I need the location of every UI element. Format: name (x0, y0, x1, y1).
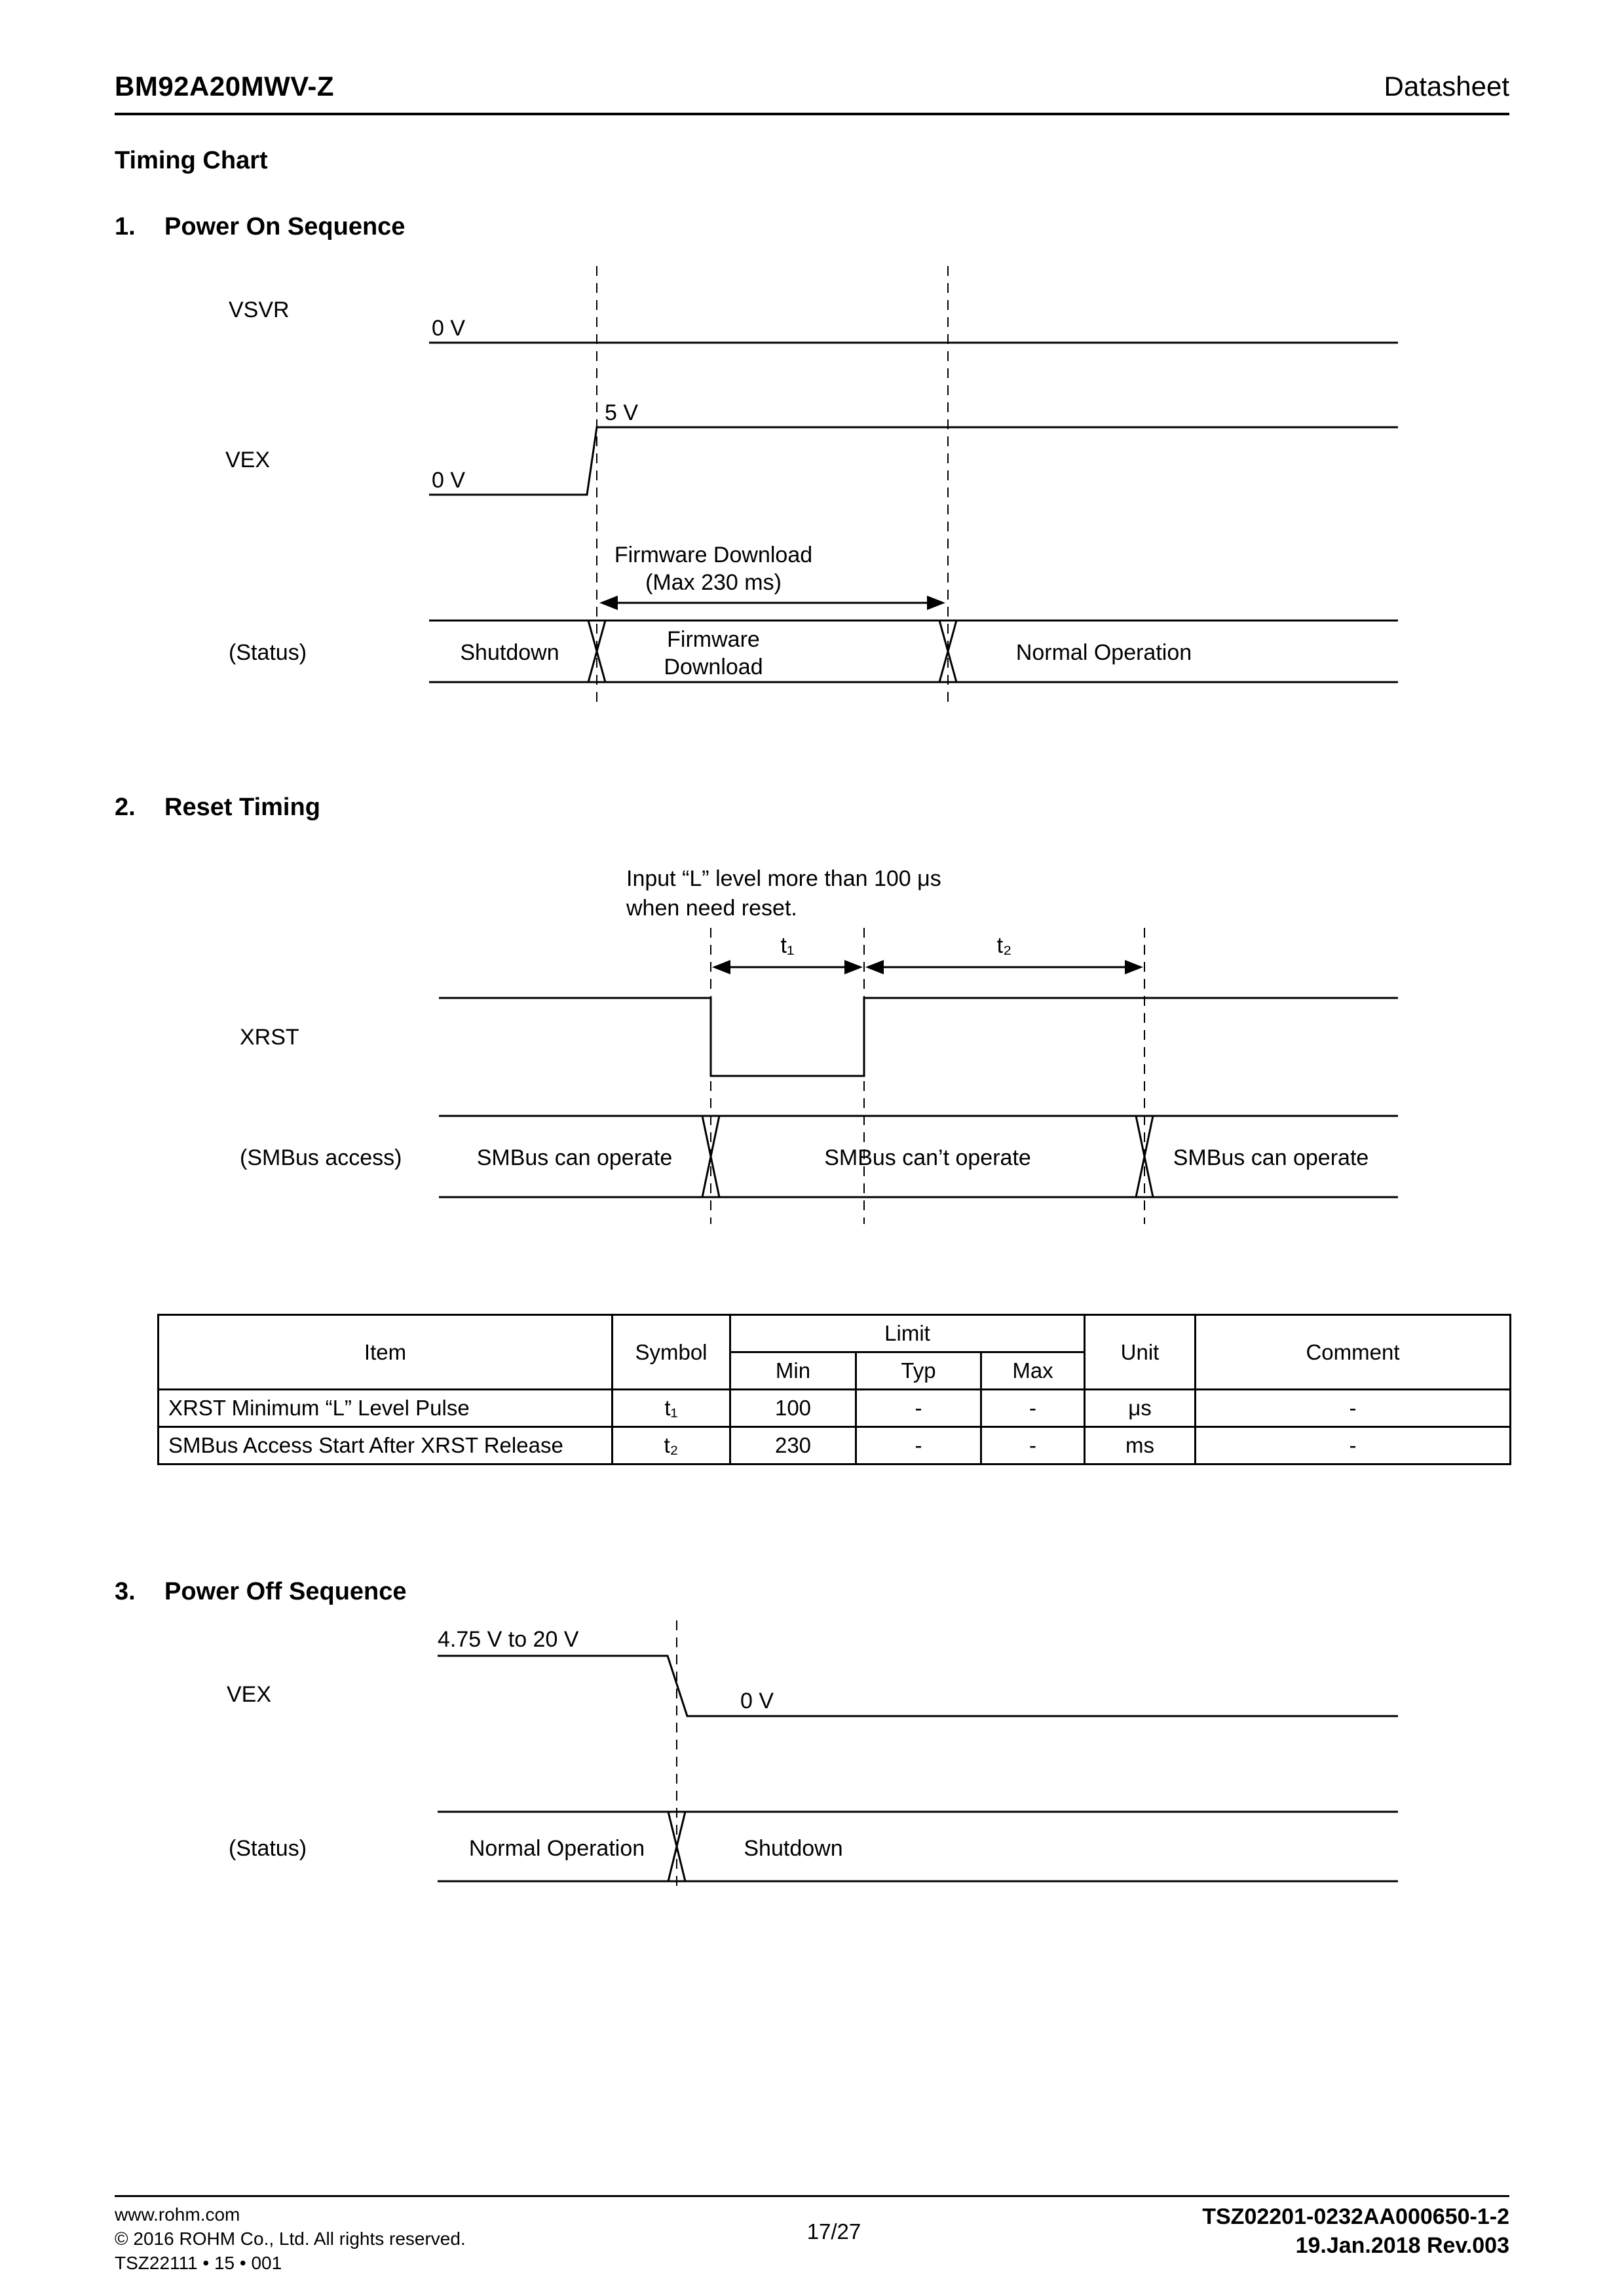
item-cell: SMBus Access Start After XRST Release (159, 1427, 613, 1464)
col-header-comment: Comment (1196, 1315, 1511, 1390)
smbus-state-mid-label: SMBus can’t operate (824, 1145, 1031, 1170)
firmware-download-annotation: Firmware Download (614, 543, 813, 567)
vex-0v-label: 0 V (432, 468, 466, 493)
max-cell: - (981, 1427, 1085, 1464)
power-off-sequence-diagram (115, 1620, 1509, 1896)
table-row (159, 1390, 1511, 1427)
section-title: Power On Sequence (164, 213, 406, 240)
unit-cell: μs (1085, 1390, 1196, 1427)
status-label: (Status) (229, 1836, 307, 1861)
item-cell: XRST Minimum “L” Level Pulse (159, 1390, 613, 1427)
col-header-item: Item (159, 1315, 613, 1390)
vex-5v-label: 5 V (605, 400, 639, 425)
footer-right-block (1202, 2202, 1509, 2260)
max-cell: - (981, 1390, 1085, 1427)
state-crossover (668, 1812, 685, 1881)
min-cell: 100 (730, 1390, 856, 1427)
section-heading-power-on (115, 213, 1509, 241)
part-number: BM92A20MWV-Z (115, 71, 335, 102)
t1-label: t₁ (780, 933, 795, 958)
t1-arrowhead-right-icon (844, 960, 863, 974)
smbus-access-label: (SMBus access) (240, 1145, 402, 1170)
section-number: 3. (115, 1578, 136, 1605)
vex-label: VEX (227, 1682, 272, 1707)
comment-cell: - (1196, 1390, 1511, 1427)
state-normal-operation-label: Normal Operation (468, 1836, 645, 1861)
table-row (159, 1427, 1511, 1464)
footer-page-number: 17/27 (806, 2219, 861, 2244)
xrst-label: XRST (240, 1025, 299, 1050)
state-shutdown-label: Shutdown (460, 640, 559, 665)
max-230ms-annotation: (Max 230 ms) (645, 570, 782, 595)
section-number: 1. (115, 213, 136, 240)
state-firmware-label-line1: Firmware (667, 627, 760, 652)
section-title: Power Off Sequence (164, 1578, 407, 1605)
state-firmware-label-line2: Download (664, 655, 763, 679)
state-normal-operation-label: Normal Operation (1015, 640, 1192, 665)
section-number: 2. (115, 794, 136, 821)
col-header-max: Max (981, 1352, 1085, 1390)
vex-label: VEX (225, 448, 271, 472)
reset-note-line2: when need reset. (626, 896, 797, 921)
page-header (115, 0, 1509, 115)
section-title: Reset Timing (164, 794, 320, 821)
timing-parameter-table (157, 1314, 1511, 1465)
typ-cell: - (856, 1427, 981, 1464)
vsvr-0v-label: 0 V (432, 316, 466, 341)
vex-signal-line (429, 427, 1398, 495)
page-footer (115, 2195, 1509, 2275)
status-label: (Status) (229, 640, 307, 665)
col-header-unit: Unit (1085, 1315, 1196, 1390)
min-cell: 230 (730, 1427, 856, 1464)
smbus-state-right-label: SMBus can operate (1173, 1145, 1369, 1170)
vex-range-label: 4.75 V to 20 V (438, 1627, 579, 1652)
arrowhead-left-icon (599, 596, 618, 610)
t1-arrowhead-left-icon (712, 960, 730, 974)
state-shutdown-label: Shutdown (744, 1836, 843, 1861)
document-type-label: Datasheet (1384, 71, 1509, 102)
footer-doc-code: TSZ22111 • 15 • 001 (115, 2253, 282, 2273)
col-header-symbol: Symbol (613, 1315, 730, 1390)
power-on-sequence-diagram (115, 266, 1509, 718)
section-heading-reset-timing (115, 794, 1509, 822)
page-title: Timing Chart (115, 147, 268, 174)
typ-cell: - (856, 1390, 981, 1427)
smbus-state-left-label: SMBus can operate (476, 1145, 673, 1170)
col-header-min: Min (730, 1352, 856, 1390)
footer-revision: 19.Jan.2018 Rev.003 (1295, 2233, 1509, 2258)
footer-copyright: © 2016 ROHM Co., Ltd. All rights reserved. (115, 2229, 466, 2249)
col-header-typ: Typ (856, 1352, 981, 1390)
footer-ref-number: TSZ02201-0232AA000650-1-2 (1202, 2204, 1509, 2229)
comment-cell: - (1196, 1427, 1511, 1464)
xrst-signal-line (439, 998, 1398, 1076)
vex-0v-label: 0 V (740, 1689, 774, 1713)
footer-website: www.rohm.com (115, 2204, 240, 2225)
reset-note-line1: Input “L” level more than 100 μs (626, 866, 941, 891)
vsvr-label: VSVR (229, 297, 290, 322)
section-heading-power-off (115, 1578, 1509, 1606)
t2-label: t₂ (996, 933, 1012, 958)
footer-left-block (115, 2202, 466, 2275)
reset-timing-diagram (115, 862, 1509, 1238)
t2-arrowhead-left-icon (865, 960, 884, 974)
unit-cell: ms (1085, 1427, 1196, 1464)
col-header-limit: Limit (730, 1315, 1085, 1352)
vex-signal-line (438, 1656, 1398, 1716)
t2-arrowhead-right-icon (1125, 960, 1143, 974)
symbol-cell: t₂ (613, 1427, 730, 1464)
symbol-cell: t₁ (613, 1390, 730, 1427)
arrowhead-right-icon (927, 596, 945, 610)
